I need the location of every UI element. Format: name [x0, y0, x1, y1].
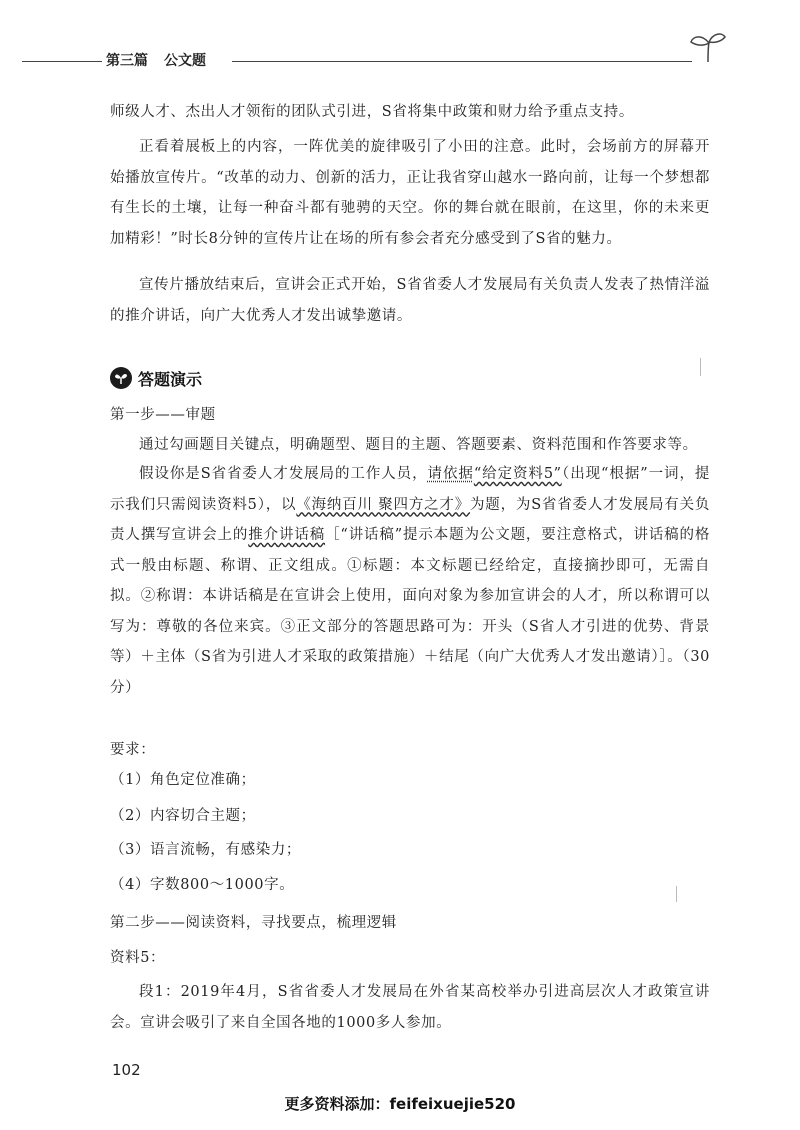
running-header — [0, 44, 800, 84]
requirement-1: （1）角色定位准确； — [110, 772, 256, 788]
q-h: ［“讲话稿”提示本题为公文题，要注意格式，讲话稿的格式一般由标题、称谓、正文组成。①标题：本文标题已经给定，直接摘抄即可，无需自拟。②称谓：本讲话稿是在宣讲会上使用，面向对象为参加宣讲会的人才，所以称谓可以写为：尊敬的各位来宾。③正文部分的答题思路可为：开头（S省人才引进的优势、背景等）＋主体（S省为引进人才采取的政策措施）＋结尾（向广大优秀人才发出邀请）］。（30分） — [110, 527, 710, 696]
header-section: 公文题 — [164, 53, 206, 69]
paragraph-continued: 师级人才、杰出人才领衔的团队式引进，S省将集中政策和财力给予重点支持。 — [110, 104, 634, 120]
margin-mark — [676, 886, 677, 902]
q-c: “给定资料5” — [473, 466, 562, 482]
requirement-4: （4）字数800～1000字。 — [110, 877, 295, 893]
margin-mark — [700, 358, 701, 376]
q-e: 《海纳百川 聚四方之才》 — [296, 496, 471, 513]
paragraph-start: 宣传片播放结束后，宣讲会正式开始，S省省委人才发展局有关负责人发表了热情洋溢的推介讲话，向广大优秀人才发出诚挚邀请。 — [110, 277, 710, 324]
q-b: 请依据 — [427, 466, 474, 482]
sprout-badge-icon — [110, 367, 132, 389]
material-segment-1: 段1：2019年4月，S省省委人才发展局在外省某高校举办引进高层次人才政策宣讲会。宣讲会吸引了来自全国各地的1000多人参加。 — [110, 984, 710, 1031]
sprout-icon — [688, 30, 728, 64]
step1-question — [110, 459, 710, 703]
header-rule-right — [232, 61, 692, 62]
header-part: 第三篇 — [106, 53, 148, 69]
q-g: 推介讲话稿 — [248, 527, 326, 543]
requirement-3: （3）语言流畅，有感染力； — [110, 842, 302, 858]
paragraph-video: 正看着展板上的内容，一阵优美的旋律吸引了小田的注意。此时，会场前方的屏幕开始播放宣传片。“改革的动力、创新的活力，正让我省穿山越水一路向前，让每一个梦想都有生长的土壤，让每一种奋斗都有驰骋的天空。你的舞台就在眼前，在这里，你的未来更加精彩！”时长8分钟的宣传片让在场的所有参会者充分感受到了S省的魅力。 — [110, 139, 710, 247]
step2-title: 第二步——阅读资料，寻找要点，梳理逻辑 — [110, 915, 397, 931]
requirements-title: 要求： — [110, 742, 156, 758]
q-f: 为题，为S省省委人才发展局有关负责人撰写宣讲会上的 — [110, 496, 710, 543]
footer-note: 更多资料添加：feifeixuejie520 — [284, 1095, 516, 1113]
requirement-2: （2）内容切合主题； — [110, 808, 256, 824]
header-rule-left — [22, 61, 102, 62]
section-heading — [110, 366, 202, 390]
material-label: 资料5： — [110, 950, 166, 966]
q-d: （出现“根据”一词，提示我们只需阅读资料5），以 — [110, 466, 710, 513]
step1-title: 第一步——审题 — [110, 407, 216, 423]
page-number: 102 — [112, 1061, 141, 1079]
header-label — [106, 50, 222, 70]
section-title: 答题演示 — [138, 369, 203, 389]
step1-intro: 通过勾画题目关键点，明确题型、题目的主题、答题要素、资料范围和作答要求等。 — [139, 437, 698, 453]
q-a: 假设你是S省省委人才发展局的工作人员， — [139, 466, 428, 482]
